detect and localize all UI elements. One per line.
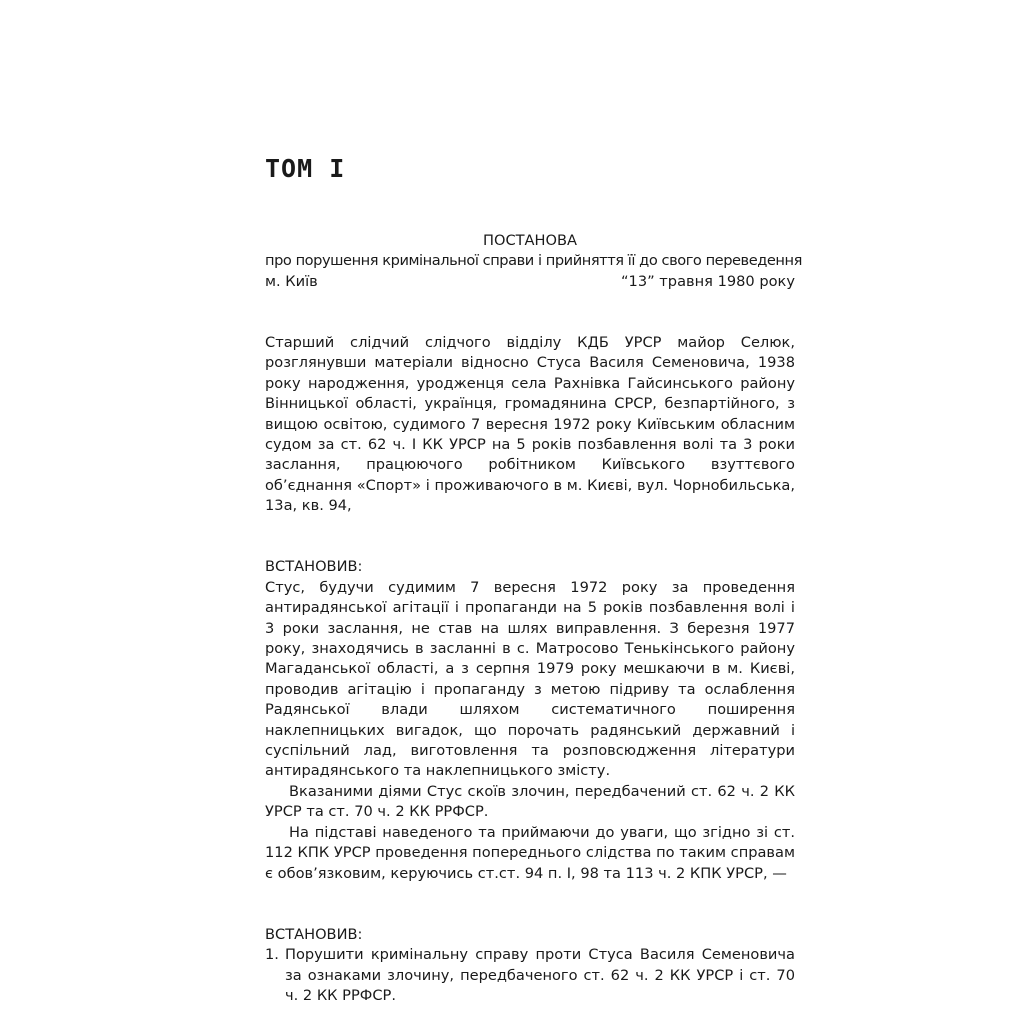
volume-title: ТОМ I — [265, 154, 346, 183]
document-body — [265, 231, 802, 1006]
spacer — [265, 313, 795, 333]
decree-heading: ПОСТАНОВА — [482, 232, 577, 249]
established-paragraph: Стус, будучи судимим 7 вересня 1972 року за проведення антирадянської агітації і пропаганди на 5 років позбавлення волі і 3 роки заслання, не став на шлях виправлення. З березня 1977 року, знаходячись в засланні в с. Матросово Тенькінського району Магаданської області, а з серпня 1979 року мешкаючи в м. Києві, проводив агітацію і пропаганду з метою підриву та ослаблення Радянської влади шляхом систематичного поширення наклепницьких вигадок, що порочать радянський державний і суспільний лад, виготовлення та розповсюдження літератури антирадянського та наклепницького змісту. — [265, 578, 795, 780]
spacer — [265, 537, 795, 557]
section-label-resolved: ВСТАНОВИВ: — [265, 925, 363, 943]
crime-paragraph: Вказаними діями Стус скоїв злочин, передбачений ст. 62 ч. 2 КК УРСР та ст. 70 ч. 2 КК РРФСР. — [265, 782, 795, 821]
decree-subheading: про порушення кримінальної справи і прийняття її до свого переведення — [265, 252, 802, 270]
decree-place: м. Київ — [265, 272, 318, 290]
spacer — [265, 904, 795, 924]
spacer — [265, 517, 795, 537]
decree-date: “13” травня 1980 року — [620, 272, 795, 290]
section-label-established: ВСТАНОВИВ: — [265, 558, 363, 576]
place-date-row — [265, 272, 795, 292]
list-item — [265, 945, 795, 1006]
list-item-number: 1. — [265, 946, 279, 964]
basis-paragraph: На підставі наведеного та приймаючи до уваги, що згідно зі ст. 112 КПК УРСР проведення попереднього слідства по таким справам є обов’язковим, керуючись ст.ст. 94 п. І, 98 та 113 ч. 2 КПК УРСР, — — [265, 823, 795, 882]
spacer — [265, 884, 795, 904]
spacer — [265, 292, 795, 312]
list-item-text: Порушити кримінальну справу проти Стуса Василя Семеновича за ознаками злочину, передбаченого ст. 62 ч. 2 КК УРСР і ст. 70 ч. 2 КК РРФСР. — [285, 946, 795, 1004]
intro-paragraph: Старший слідчий слідчого відділу КДБ УРСР майор Селюк, розглянувши матеріали відносно Стуса Василя Семеновича, 1938 року народження, уродженця села Рахнівка Гайсинського району Вінницької області, українця, громадянина СРСР, безпартійного, з вищою освітою, судимого 7 вересня 1972 року Київським обласним судом за ст. 62 ч. І КК УРСР на 5 років позбавлення волі та 3 роки заслання, працюючого робітником Київського взуттєвого об’єднання «Спорт» і проживаючого в м. Києві, вул. Чорнобильська, 13а, кв. 94, — [265, 333, 795, 515]
